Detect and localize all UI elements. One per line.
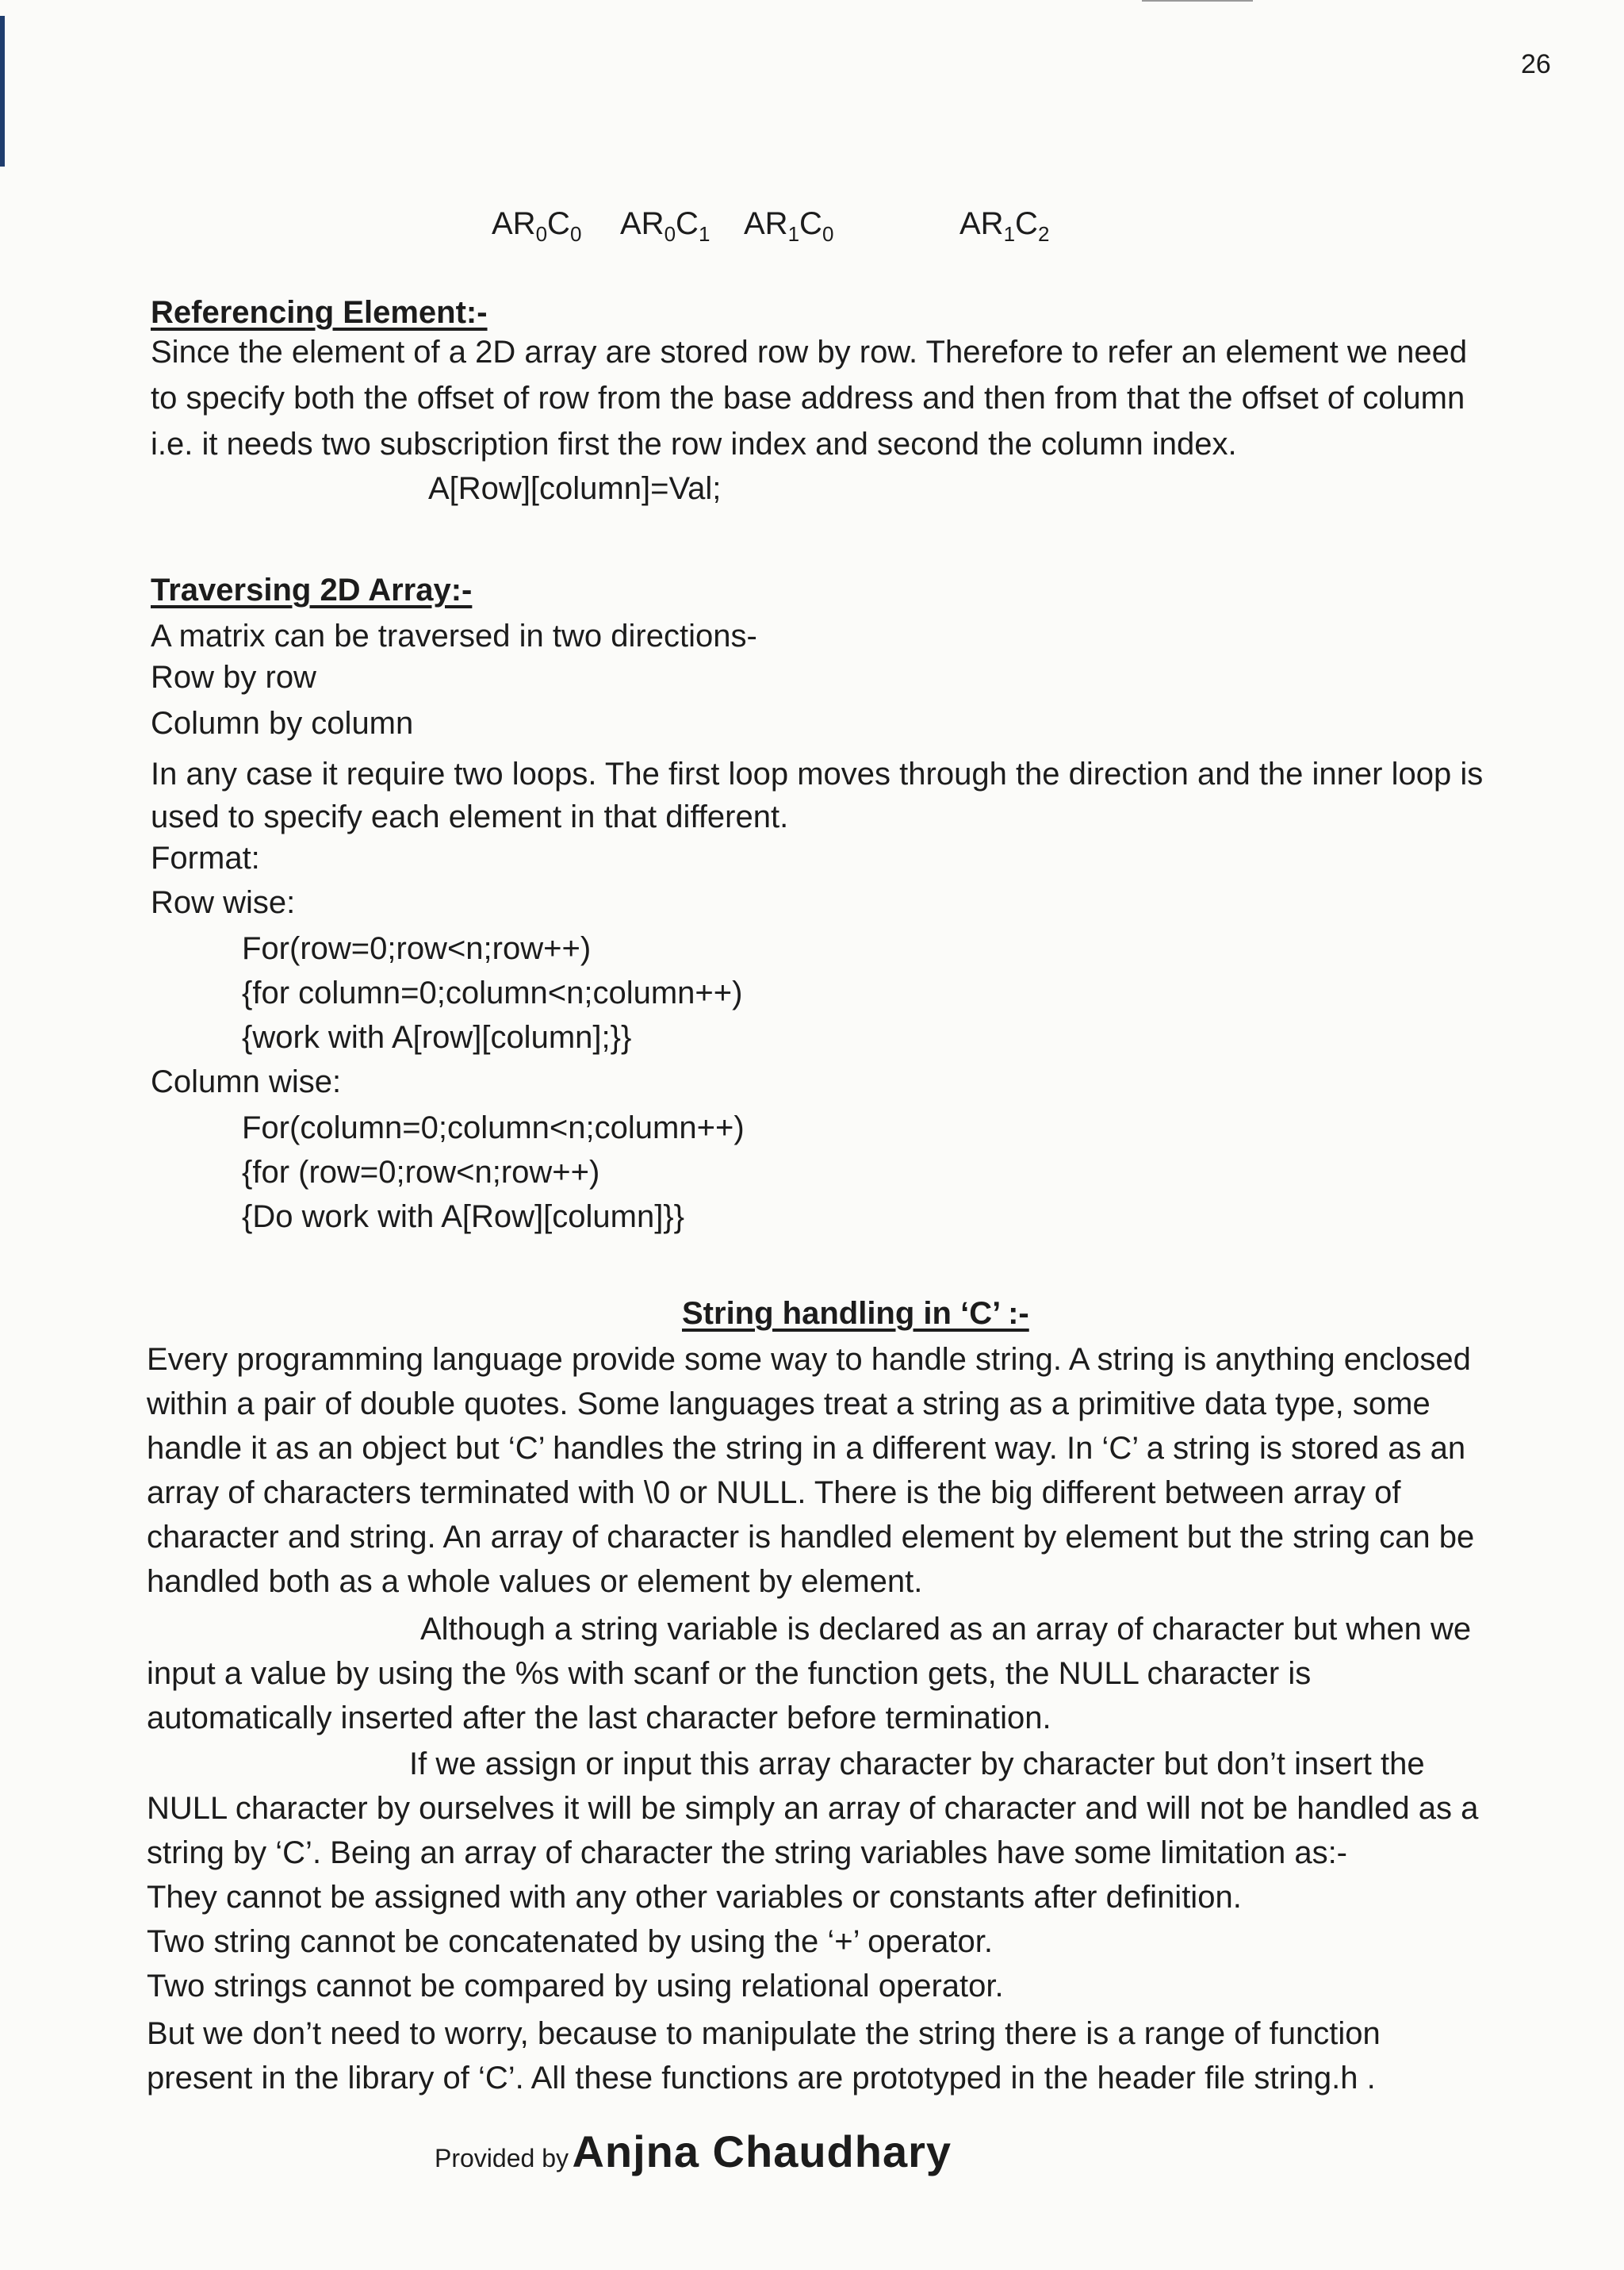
text-line: They cannot be assigned with any other variables or constants after definition. <box>147 1880 1242 1915</box>
text-line: But we don’t need to worry, because to manipulate the string there is a range of function <box>147 2016 1381 2051</box>
footer-credit <box>435 2126 952 2177</box>
text-line: automatically inserted after the last character before termination. <box>147 1701 1051 1735</box>
text-line: string by ‘C’. Being an array of character the string variables have some limitation as:- <box>147 1835 1348 1870</box>
text-line: Two strings cannot be compared by using relational operator. <box>147 1969 1004 2004</box>
text-line: Row wise: <box>151 885 296 920</box>
text-line: Column by column <box>151 706 414 741</box>
text-line: Format: <box>151 841 260 876</box>
author-name: Anjna Chaudhary <box>572 2126 952 2176</box>
text-line: A matrix can be traversed in two directions- <box>151 619 757 654</box>
text-line: Row by row <box>151 660 316 695</box>
text-line: Two string cannot be concatenated by using the ‘+’ operator. <box>147 1924 993 1959</box>
address-label: $AR_1C_0$ <box>744 206 834 246</box>
address-label: $AR_1C_2$ <box>959 206 1050 246</box>
text-line: within a pair of double quotes. Some languages treat a string as a primitive data type, some <box>147 1386 1431 1421</box>
text-line: handled both as a whole values or element by element. <box>147 1564 923 1599</box>
text-line: For(row=0;row<n;row++) <box>242 931 592 966</box>
text-line: present in the library of ‘C’. All these functions are prototyped in the header file string.h . <box>147 2061 1376 2096</box>
text-line: A[Row][column]=Val; <box>428 471 722 506</box>
text-line: used to specify each element in that different. <box>151 799 789 834</box>
text-line: In any case it require two loops. The first loop moves through the direction and the inner loop is <box>151 757 1484 792</box>
text-line: Every programming language provide some way to handle string. A string is anything enclosed <box>147 1342 1471 1377</box>
text-line: character and string. An array of character is handled element by element but the string can be <box>147 1520 1475 1555</box>
text-line: NULL character by ourselves it will be simply an array of character and will not be handled as a <box>147 1791 1479 1826</box>
text-line: handle it as an object but ‘C’ handles the string in a different way. In ‘C’ a string is stored as an <box>147 1431 1466 1466</box>
text-line: If we assign or input this array character by character but don’t insert the <box>409 1747 1425 1781</box>
text-line: array of characters terminated with \0 or NULL. There is the big different between array of <box>147 1475 1401 1510</box>
section-heading: Traversing 2D Array:- <box>151 573 473 608</box>
provided-by-label: Provided by <box>435 2144 569 2172</box>
section-heading: String handling in ‘C’ :- <box>682 1296 1029 1331</box>
text-line: {Do work with A[Row][column]}} <box>242 1199 685 1234</box>
text-line: input a value by using the %s with scanf or the function gets, the NULL character is <box>147 1656 1312 1691</box>
page-number: 26 <box>1521 49 1551 79</box>
top-rule <box>1142 0 1253 2</box>
text-line: {for column=0;column<n;column++) <box>242 976 743 1010</box>
text-line: {for (row=0;row<n;row++) <box>242 1155 600 1190</box>
address-label: $AR_0C_1$ <box>620 206 710 246</box>
text-line: to specify both the offset of row from the base address and then from that the offset of column <box>151 381 1465 416</box>
text-line: i.e. it needs two subscription first the row index and second the column index. <box>151 427 1237 462</box>
section-heading: Referencing Element:- <box>151 295 488 330</box>
text-line: Although a string variable is declared as an array of character but when we <box>420 1612 1472 1647</box>
text-line: Since the element of a 2D array are stored row by row. Therefore to refer an element we need <box>151 335 1468 370</box>
scan-edge-mark <box>0 16 5 167</box>
address-label: $AR_0C_0$ <box>492 206 582 246</box>
text-line: For(column=0;column<n;column++) <box>242 1110 745 1145</box>
text-line: Column wise: <box>151 1064 342 1099</box>
text-line: {work with A[row][column];}} <box>242 1020 632 1055</box>
